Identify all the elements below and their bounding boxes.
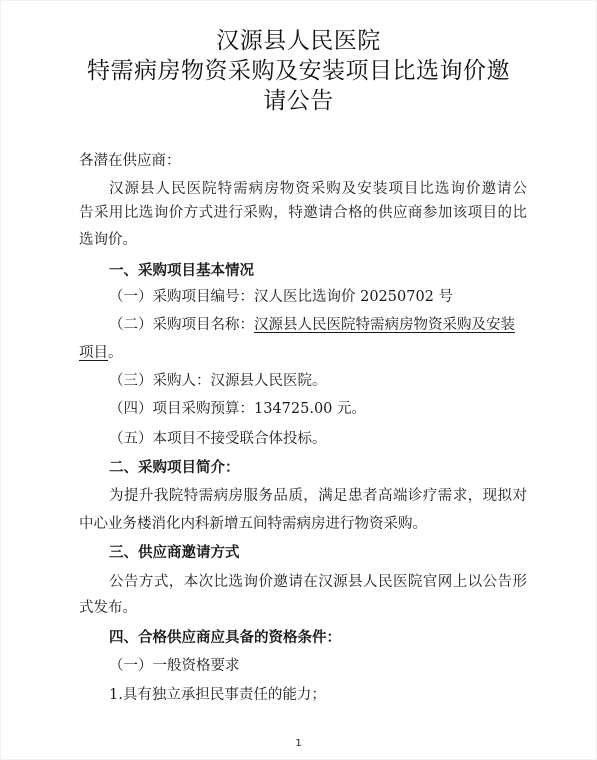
section-2-line-1: 为提升我院特需病房服务品质，满足患者高端诊疗需求，现拟对 bbox=[109, 488, 527, 504]
title-line-2: 特需病房物资采购及安装项目比选询价邀 bbox=[87, 58, 510, 84]
title-line-3: 请公告 bbox=[263, 88, 334, 114]
project-name-prefix: （二）采购项目名称： bbox=[109, 317, 254, 333]
section-1-heading: 一、采购项目基本情况 bbox=[109, 263, 254, 279]
section-3-line-2: 式发布。 bbox=[79, 600, 137, 616]
purchaser: （三）采购人：汉源县人民医院。 bbox=[109, 373, 327, 389]
intro-line-2: 告采用比选询价方式进行采购，特邀请合格的供应商参加该项目的比 bbox=[79, 205, 527, 221]
project-name-value-cont: 项目 bbox=[79, 345, 108, 361]
project-number: （一）采购项目编号：汉人医比选询价 20250702 号 bbox=[109, 289, 454, 305]
section-4-heading: 四、合格供应商应具备的资格条件： bbox=[109, 630, 341, 646]
document-title bbox=[0, 26, 597, 116]
section-3-line-1: 公告方式，本次比选询价邀请在汉源县人民医院官网上以公告形 bbox=[109, 574, 527, 590]
no-consortium: （五）本项目不接受联合体投标。 bbox=[109, 431, 327, 447]
section-3-heading: 三、供应商邀请方式 bbox=[109, 545, 240, 561]
project-name-line-1 bbox=[109, 313, 515, 337]
page-number: 1 bbox=[295, 738, 302, 749]
section-2-line-2: 中心业务楼消化内科新增五间特需病房进行物资采购。 bbox=[79, 516, 427, 532]
general-requirements: （一）一般资格要求 bbox=[109, 658, 240, 674]
section-2-heading: 二、采购项目简介： bbox=[109, 460, 240, 476]
project-budget: （四）项目采购预算：134725.00 元。 bbox=[109, 401, 367, 417]
project-name-value: 汉源县人民医院特需病房物资采购及安装 bbox=[254, 317, 515, 333]
salutation: 各潜在供应商： bbox=[79, 153, 181, 169]
intro-line-1: 汉源县人民医院特需病房物资采购及安装项目比选询价邀请公 bbox=[109, 181, 527, 197]
project-name-line-2 bbox=[79, 341, 123, 365]
project-name-suffix: 。 bbox=[108, 345, 123, 361]
requirement-1: 1.具有独立承担民事责任的能力； bbox=[109, 687, 326, 703]
intro-line-3: 选询价。 bbox=[79, 232, 137, 248]
title-line-1: 汉源县人民医院 bbox=[216, 28, 381, 54]
